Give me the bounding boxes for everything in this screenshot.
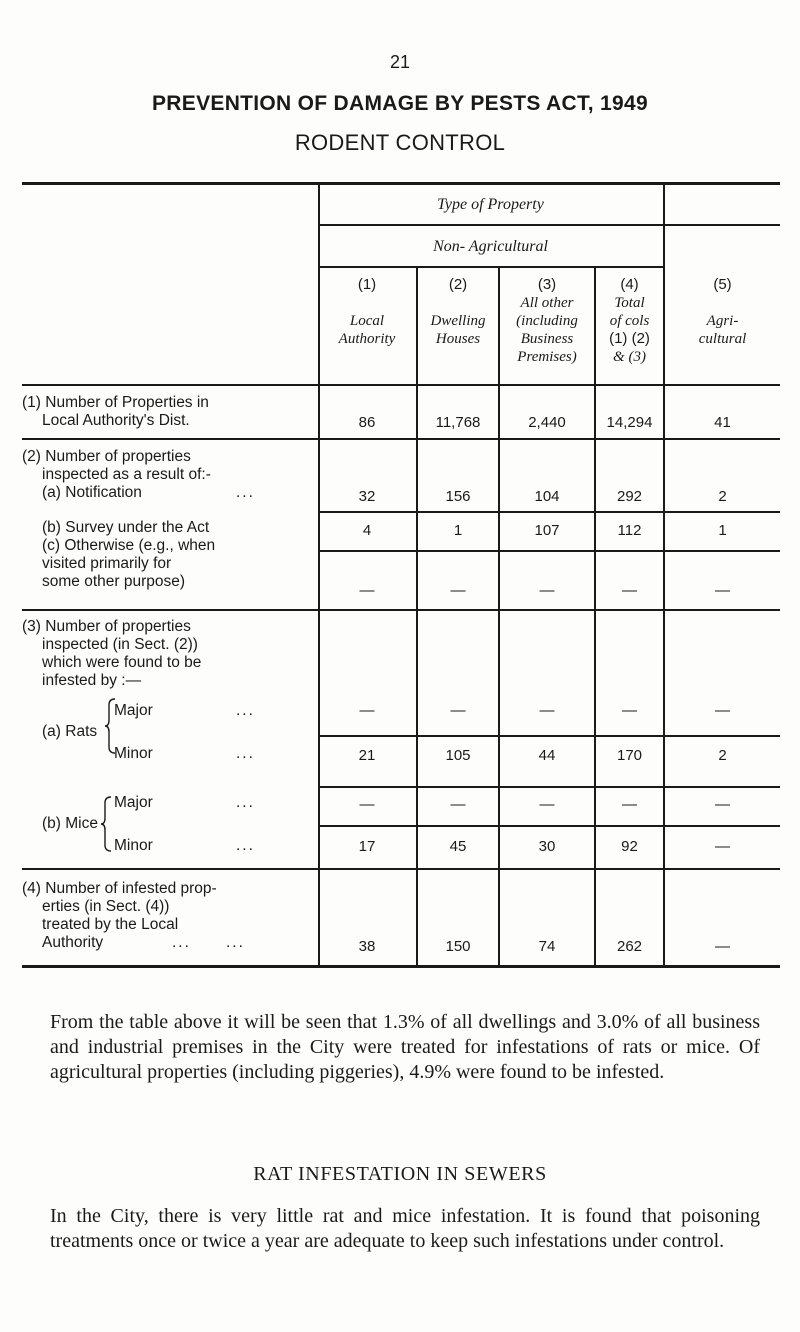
- mice-minor-label: Minor ...: [114, 837, 255, 854]
- table-cell: —: [715, 796, 730, 813]
- table-cell: 86: [358, 414, 376, 431]
- rule-rats-bottom: [318, 786, 780, 788]
- table-cell: 11,768: [435, 414, 481, 431]
- row-label-properties-in-district: (1) Number of Properties in Local Authority's Dist.: [22, 394, 209, 429]
- rule-bottom: [22, 965, 780, 968]
- table-cell: 17: [358, 838, 376, 855]
- table-cell: —: [450, 582, 466, 599]
- table-cell: —: [715, 582, 730, 599]
- row-label-properties-treated: (4) Number of infested prop- erties (in Sect. (4)) treated by the Local Authority ... ...: [22, 880, 245, 951]
- mice-major-label: Major ...: [114, 794, 255, 811]
- table-cell: 38: [358, 938, 376, 955]
- rule-rats-mid: [318, 735, 780, 737]
- table-cell: 30: [538, 838, 556, 855]
- column-header-agricultural: (5) Agri- cultural: [698, 276, 747, 347]
- table-cell: 2: [718, 747, 727, 764]
- rule-row2-bottom: [22, 609, 780, 611]
- row-label-properties-inspected: (2) Number of properties inspected as a result of:- (a) Notification ...: [22, 448, 255, 501]
- table-cell: 156: [445, 488, 471, 505]
- table-cell: 41: [714, 414, 731, 431]
- rule-header-bottom: [22, 384, 780, 386]
- rodent-control-table: [22, 172, 780, 968]
- page-subtitle: RODENT CONTROL: [294, 130, 506, 155]
- table-cell: 262: [616, 938, 643, 955]
- rule-col-2-3: [498, 266, 500, 968]
- table-cell: 170: [616, 747, 643, 764]
- table-cell: 112: [617, 522, 642, 539]
- table-cell: —: [622, 582, 637, 599]
- table-cell: —: [450, 796, 466, 813]
- rule-row2a-bottom: [318, 511, 780, 513]
- table-cell: 2: [718, 488, 727, 505]
- mice-brace-icon: [100, 796, 112, 852]
- table-cell: 150: [445, 938, 471, 955]
- table-cell: 21: [358, 747, 376, 764]
- table-cell: 292: [616, 488, 643, 505]
- rule-row1-bottom: [22, 438, 780, 440]
- table-cell: 45: [449, 838, 467, 855]
- rule-col-1-2: [416, 266, 418, 968]
- rats-minor-label: Minor ...: [114, 745, 255, 762]
- column-header-all-other: (3) All other (including Business Premises): [516, 276, 578, 365]
- rats-label: (a) Rats: [42, 723, 98, 740]
- table-cell: —: [715, 702, 730, 719]
- table-cell: —: [622, 796, 637, 813]
- column-header-total: (4) Total of cols (1) (2) & (3): [609, 276, 650, 365]
- rule-mice-mid: [318, 825, 780, 827]
- header-type-of-property: Type of Property: [437, 196, 544, 213]
- rats-major-label: Major ...: [114, 702, 255, 719]
- table-cell: —: [359, 702, 375, 719]
- table-cell: 32: [358, 488, 376, 505]
- table-cell: —: [715, 938, 730, 955]
- rule-row3-bottom: [22, 868, 780, 870]
- table-cell: 107: [534, 522, 560, 539]
- table-cell: —: [715, 838, 730, 855]
- row-label-properties-infested: (3) Number of properties inspected (in Sect. (2)) which were found to be infested by :—: [22, 618, 202, 689]
- table-cell: —: [539, 582, 555, 599]
- rule-top: [22, 182, 780, 185]
- rule-row2b-bottom: [318, 550, 780, 552]
- row-label-survey: (b) Survey under the Act (c) Otherwise (e.g., when visited primarily for some other purpose): [42, 519, 216, 590]
- rule-subgroup: [318, 224, 780, 226]
- table-cell: —: [539, 796, 555, 813]
- rule-colnums: [318, 266, 663, 268]
- table-cell: —: [622, 702, 637, 719]
- table-cell: —: [359, 582, 375, 599]
- table-cell: 1: [718, 522, 727, 539]
- summary-paragraph: From the table above it will be seen that 1.3% of all dwellings and 3.0% of all business and industrial premises in the City were treated for infestations of rats or mice. Of agricultural properties (including piggeries), 4.9% were found to be infested.: [50, 1011, 760, 1083]
- header-non-agricultural: Non- Agricultural: [433, 238, 548, 255]
- table-cell: 2,440: [528, 414, 566, 431]
- table-cell: 14,294: [606, 414, 653, 431]
- table-cell: 44: [538, 747, 556, 764]
- table-cell: 1: [453, 522, 463, 539]
- table-cell: —: [450, 702, 466, 719]
- page-number: 21: [389, 52, 411, 72]
- mice-label: (b) Mice: [42, 815, 98, 832]
- table-cell: 4: [362, 522, 372, 539]
- page-title: PREVENTION OF DAMAGE BY PESTS ACT, 1949: [152, 92, 648, 115]
- sewers-paragraph: In the City, there is very little rat and mice infestation. It is found that poisoning treatments once or twice a year are adequate to keep such infestations under control.: [50, 1205, 760, 1252]
- table-cell: 92: [621, 838, 638, 855]
- rule-col-3-4: [594, 266, 596, 968]
- section-title-sewers: RAT INFESTATION IN SEWERS: [253, 1163, 547, 1185]
- table-cell: 104: [534, 488, 560, 505]
- table-cell: —: [539, 702, 555, 719]
- table-cell: 74: [538, 938, 556, 955]
- column-header-local-authority: (1) Local Authority: [338, 276, 396, 347]
- table-cell: —: [359, 796, 375, 813]
- table-cell: 105: [445, 747, 471, 764]
- column-header-dwelling-houses: (2) Dwelling Houses: [430, 276, 486, 347]
